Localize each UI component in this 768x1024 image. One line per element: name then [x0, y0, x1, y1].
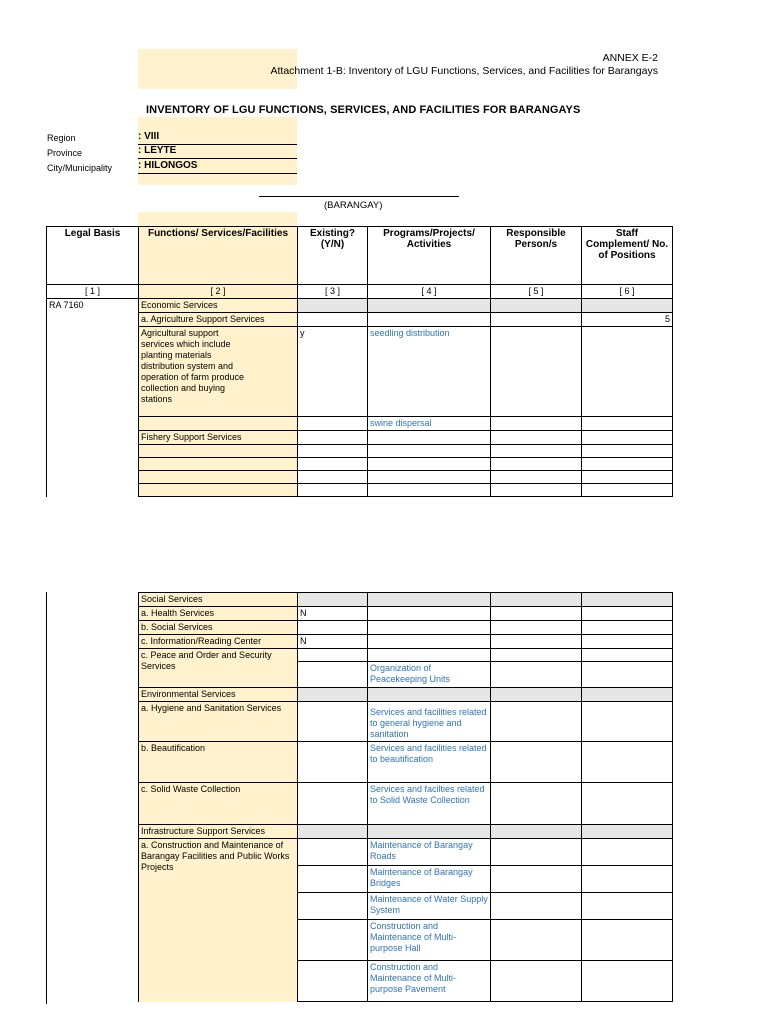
cell	[582, 702, 673, 742]
cell	[298, 688, 368, 702]
info-existing: N	[298, 635, 368, 649]
cell	[298, 621, 368, 635]
program-water: Maintenance of Water Supply System	[368, 893, 491, 920]
construction-label: a. Construction and Maintenance of Barangay Facilities and Public Works Projects	[139, 839, 298, 1002]
section-social: Social Services	[139, 593, 298, 607]
cell	[368, 431, 491, 445]
cell	[368, 635, 491, 649]
cell	[491, 742, 582, 783]
inventory-table-economic	[46, 226, 673, 497]
cell	[298, 417, 368, 431]
cell	[368, 593, 491, 607]
annex-label: ANNEX E-2	[602, 52, 658, 64]
cell	[298, 783, 368, 825]
cell	[582, 635, 673, 649]
legal-basis-cell: RA 7160	[47, 299, 139, 497]
cell	[298, 593, 368, 607]
cell	[491, 607, 582, 621]
cell	[491, 825, 582, 839]
program-solid-waste: Services and facilties related to Solid Waste Collection	[368, 783, 491, 825]
cell	[491, 961, 582, 1002]
col-existing: Existing? (Y/N)	[298, 227, 368, 285]
program-seedling: seedling distribution	[368, 327, 491, 417]
program-pavement: Construction and Maintenance of Multi-purpose Pavement	[368, 961, 491, 1002]
cell	[139, 484, 298, 497]
col-num-2: [ 2 ]	[139, 285, 298, 299]
inventory-table-social	[138, 592, 673, 1002]
cell	[582, 688, 673, 702]
agri-staff-count: 5	[582, 313, 673, 327]
cell	[368, 299, 491, 313]
col-staff: Staff Complement/ No. of Positions	[582, 227, 673, 285]
cell	[368, 688, 491, 702]
cell	[368, 607, 491, 621]
cell	[582, 458, 673, 471]
program-hall: Construction and Maintenance of Multi-purpose Hall	[368, 920, 491, 961]
cell	[368, 445, 491, 458]
table-left-border	[46, 592, 47, 1004]
cell	[298, 313, 368, 327]
cell	[491, 484, 582, 497]
cell	[491, 866, 582, 893]
cell	[139, 445, 298, 458]
page-title: INVENTORY OF LGU FUNCTIONS, SERVICES, AND FACILITIES FOR BARANGAYS	[146, 104, 581, 116]
cell	[582, 299, 673, 313]
highlight-block-barangay	[138, 212, 297, 226]
cell	[298, 961, 368, 1002]
province-value: : LEYTE	[138, 144, 297, 159]
cell	[139, 458, 298, 471]
cell	[368, 649, 491, 662]
program-peacekeeping: Organization of Peacekeeping Units	[368, 662, 491, 688]
col-num-1: [ 1 ]	[47, 285, 139, 299]
cell	[582, 649, 673, 662]
beautification-label: b. Beautification	[139, 742, 298, 783]
health-label: a. Health Services	[139, 607, 298, 621]
cell	[298, 825, 368, 839]
col-legal-basis: Legal Basis	[47, 227, 139, 285]
cell	[582, 445, 673, 458]
cell	[582, 783, 673, 825]
cell	[491, 920, 582, 961]
peace-order-label: c. Peace and Order and Security Services	[139, 649, 298, 688]
cell	[298, 471, 368, 484]
cell	[491, 445, 582, 458]
cell	[368, 825, 491, 839]
cell	[582, 593, 673, 607]
program-swine: swine dispersal	[368, 417, 491, 431]
info-center-label: c. Information/Reading Center	[139, 635, 298, 649]
cell	[582, 662, 673, 688]
solid-waste-label: c. Solid Waste Collection	[139, 783, 298, 825]
section-economic: Economic Services	[139, 299, 298, 313]
col-programs: Programs/Projects/ Activities	[368, 227, 491, 285]
cell	[582, 431, 673, 445]
cell	[298, 662, 368, 688]
cell	[298, 920, 368, 961]
cell	[491, 621, 582, 635]
cell	[491, 458, 582, 471]
health-existing: N	[298, 607, 368, 621]
cell	[582, 484, 673, 497]
cell	[298, 702, 368, 742]
fishery-label: Fishery Support Services	[139, 431, 298, 445]
cell	[491, 662, 582, 688]
col-num-5: [ 5 ]	[491, 285, 582, 299]
cell	[298, 431, 368, 445]
region-label: Region	[47, 133, 76, 143]
cell	[582, 866, 673, 893]
province-label: Province	[47, 148, 83, 158]
cell	[491, 299, 582, 313]
col-num-3: [ 3 ]	[298, 285, 368, 299]
cell	[491, 313, 582, 327]
col-responsible: Responsible Person/s	[491, 227, 582, 285]
attachment-title: Attachment 1-B: Inventory of LGU Functions, Services, and Facilities for Barangays	[270, 65, 658, 77]
cell	[298, 649, 368, 662]
barangay-line	[259, 196, 459, 197]
cell	[368, 621, 491, 635]
cell	[582, 621, 673, 635]
program-roads: Maintenance of Barangay Roads	[368, 839, 491, 866]
cell	[582, 327, 673, 417]
agri-support-label: a. Agriculture Support Services	[139, 313, 298, 327]
cell	[298, 458, 368, 471]
cell	[491, 471, 582, 484]
col-num-4: [ 4 ]	[368, 285, 491, 299]
cell	[491, 417, 582, 431]
cell	[582, 471, 673, 484]
cell	[491, 783, 582, 825]
cell	[298, 866, 368, 893]
cell	[491, 593, 582, 607]
cell	[368, 484, 491, 497]
cell	[491, 649, 582, 662]
cell	[491, 431, 582, 445]
cell	[298, 893, 368, 920]
cell	[368, 458, 491, 471]
cell	[582, 839, 673, 866]
cell	[491, 635, 582, 649]
cell	[368, 313, 491, 327]
cell	[582, 607, 673, 621]
program-bridges: Maintenance of Barangay Bridges	[368, 866, 491, 893]
cell	[491, 893, 582, 920]
col-num-6: [ 6 ]	[582, 285, 673, 299]
cell	[582, 742, 673, 783]
section-infrastructure: Infrastructure Support Services	[139, 825, 298, 839]
cell	[582, 417, 673, 431]
cell	[368, 471, 491, 484]
cell	[298, 299, 368, 313]
agri-existing: y	[298, 327, 368, 417]
cell	[298, 839, 368, 866]
cell	[139, 417, 298, 431]
social-services-label: b. Social Services	[139, 621, 298, 635]
cell	[491, 702, 582, 742]
cell	[491, 688, 582, 702]
cell	[491, 327, 582, 417]
cell	[582, 961, 673, 1002]
region-value: : VIII	[138, 130, 297, 145]
hygiene-label: a. Hygiene and Sanitation Services	[139, 702, 298, 742]
cell	[298, 742, 368, 783]
city-value: : HILONGOS	[138, 159, 297, 174]
cell	[298, 484, 368, 497]
barangay-caption: (BARANGAY)	[324, 200, 383, 211]
program-beautification: Services and facilities related to beautification	[368, 742, 491, 783]
cell	[582, 893, 673, 920]
cell	[582, 825, 673, 839]
cell	[139, 471, 298, 484]
section-environmental: Environmental Services	[139, 688, 298, 702]
agri-description: Agricultural support services which include planting materials distribution system and operation of farm produce collection and buying stations	[139, 327, 298, 417]
cell	[491, 839, 582, 866]
cell	[582, 920, 673, 961]
cell	[298, 445, 368, 458]
city-label: City/Municipality	[47, 163, 113, 173]
col-functions: Functions/ Services/Facilities	[139, 227, 298, 285]
program-hygiene: Services and facilities related to general hygiene and sanitation	[368, 702, 491, 742]
